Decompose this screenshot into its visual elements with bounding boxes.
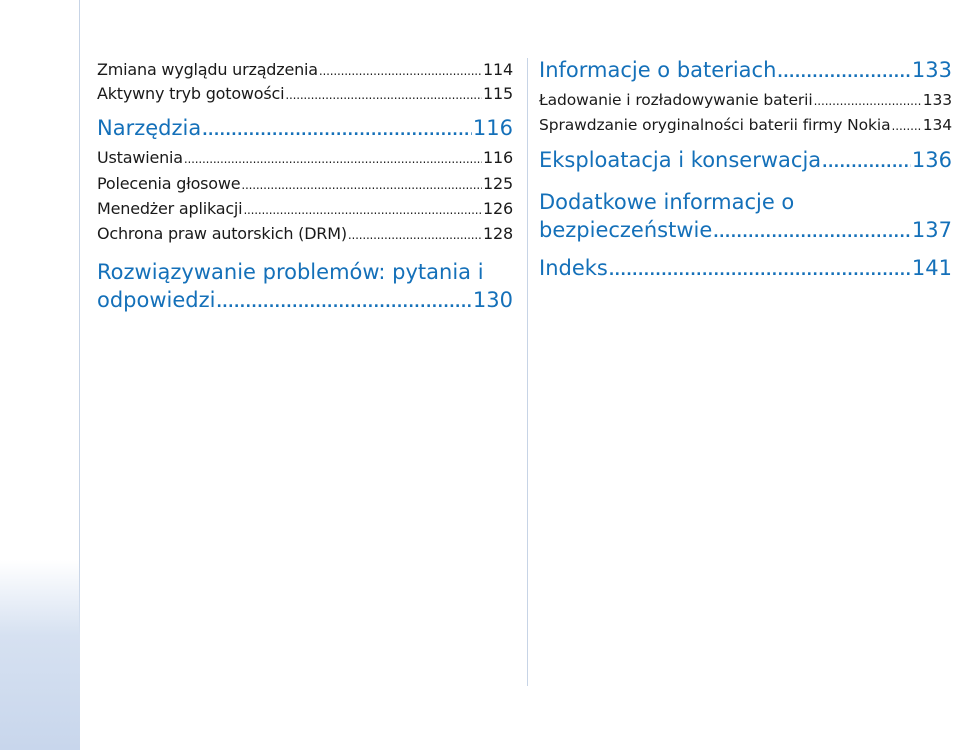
toc-section-page: 130 [472,288,513,312]
left-margin-tab [0,0,80,750]
toc-entry[interactable] [97,172,513,196]
toc-section-page: 137 [911,218,952,242]
dot-leader [814,89,922,113]
toc-section-eksploatacja[interactable] [539,148,952,172]
toc-section-page: 116 [472,116,513,140]
dot-leader [777,65,911,81]
toc-entry[interactable] [97,82,513,106]
toc-entry[interactable] [97,58,513,82]
toc-section-page: 141 [911,256,952,280]
toc-entry-title: Polecenia głosowe [97,174,241,193]
toc-entry-title: Ładowanie i rozładowywanie baterii [539,91,813,109]
toc-entry-title: Ustawienia [97,148,183,167]
toc-entry-page: 128 [483,224,513,243]
dot-leader [243,198,482,222]
dot-leader [184,147,482,171]
toc-section-title-line2: bezpieczeństwie [539,218,713,242]
toc-entry-page: 116 [483,148,513,167]
dot-leader [822,155,911,171]
toc-section-title: Informacje o bateriach [539,58,777,82]
toc-section-title-line1: Dodatkowe informacje o [539,190,795,214]
toc-section-title-line1: Rozwiązywanie problemów: pytania i [97,260,484,284]
toc-entry-page: 114 [483,60,513,79]
toc-entry[interactable] [539,113,952,137]
dot-leader [713,219,911,247]
column-divider [527,58,528,686]
toc-entry-page: 126 [483,199,513,218]
toc-section-title: Indeks [539,256,608,280]
toc-section-narzedzia[interactable] [97,116,513,140]
toc-section-title-line2: odpowiedzi [97,288,216,312]
toc-section-page: 133 [911,58,952,82]
dot-leader [216,289,471,317]
dot-leader [319,59,482,83]
toc-section-indeks[interactable] [539,256,952,280]
toc-entry-page: 115 [483,84,513,103]
toc-section-title: Narzędzia [97,116,202,140]
toc-section-bezpieczenstwo[interactable] [539,188,952,247]
dot-leader [609,263,911,279]
toc-entry[interactable] [97,146,513,170]
toc-entry-page: 134 [922,116,952,134]
toc-entry-page: 125 [483,174,513,193]
tab-gradient [0,560,80,750]
dot-leader [892,114,922,138]
toc-entry[interactable] [97,197,513,221]
toc-entry-page: 133 [922,91,952,109]
toc-section-baterie[interactable] [539,58,952,82]
dot-leader [202,123,472,139]
toc-entry-title: Aktywny tryb gotowości [97,84,285,103]
toc-section-title: Eksploatacja i konserwacja [539,148,822,172]
toc-entry-title: Menedżer aplikacji [97,199,243,218]
toc-section-page: 136 [911,148,952,172]
toc-entry[interactable] [97,222,513,246]
toc-entry[interactable] [539,88,952,112]
toc-entry-title: Sprawdzanie oryginalności baterii firmy Nokia [539,116,891,134]
dot-leader [285,83,482,107]
toc-entry-title: Zmiana wyglądu urządzenia [97,60,318,79]
dot-leader [241,173,482,197]
toc-entry-title: Ochrona praw autorskich (DRM) [97,224,347,243]
dot-leader [348,223,482,247]
toc-section-problemy[interactable] [97,258,513,317]
